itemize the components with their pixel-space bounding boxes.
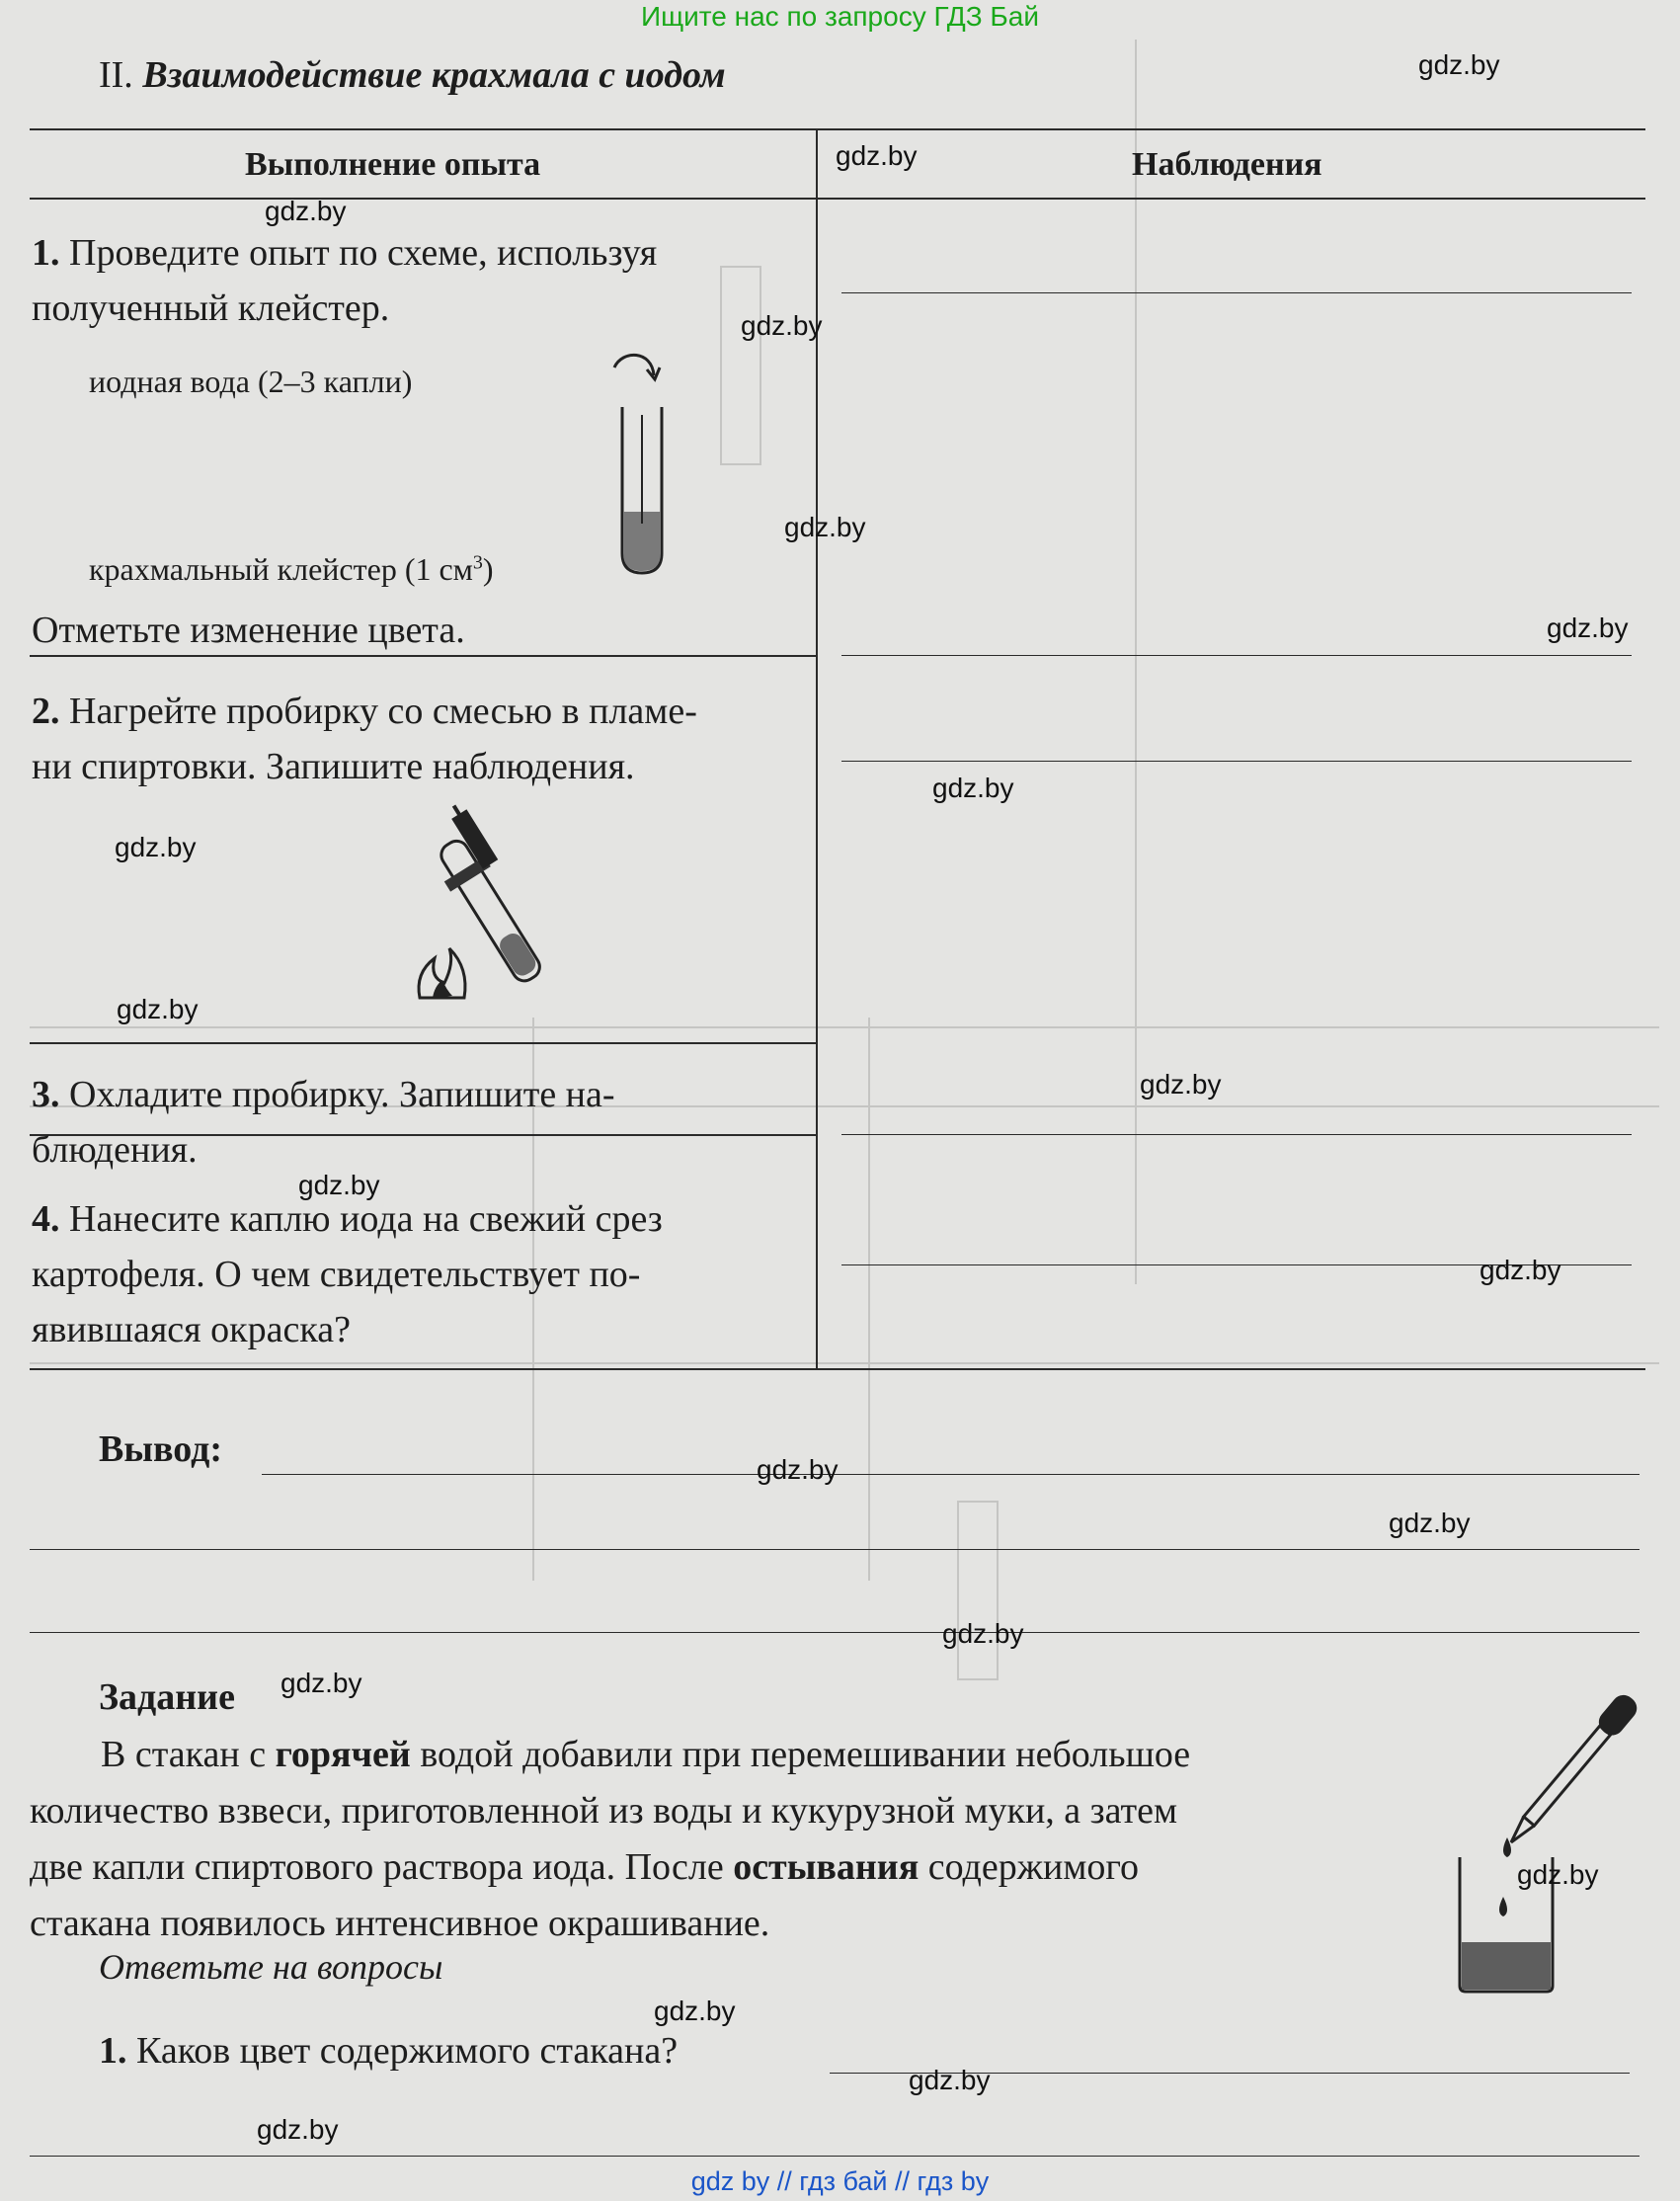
step-3-text: [32, 1067, 812, 1178]
row-border-2: [30, 1042, 816, 1044]
starch-paste-label-text: крахмальный клейстер (1 см: [89, 551, 473, 587]
task-emphasis: остывания: [733, 1846, 920, 1888]
observation-line[interactable]: [841, 655, 1632, 656]
top-banner[interactable]: Ищите нас по запросу ГДЗ Бай: [640, 1, 1040, 32]
observation-line[interactable]: [841, 1134, 1632, 1135]
watermark: gdz.by: [1517, 1859, 1599, 1890]
starch-paste-label-sup: 3: [472, 551, 483, 574]
answer-line[interactable]: [30, 2156, 1640, 2157]
step-4-line-1: Нанесите каплю иода на свежий срез: [69, 1198, 663, 1240]
task-text: две капли спиртового раствора иода. После: [30, 1846, 734, 1888]
step-1-line-2: полученный клейстер.: [32, 287, 390, 329]
question-number: 1.: [99, 2030, 127, 2072]
section-heading: [99, 43, 726, 107]
watermark: gdz.by: [117, 994, 199, 1024]
watermark: gdz.by: [741, 310, 823, 341]
task-text: водой добавили при перемешивании небольшое: [410, 1734, 1191, 1775]
question-text: Каков цвет содержимого стакана?: [136, 2030, 679, 2072]
watermark: gdz.by: [265, 196, 347, 226]
step-4-line-2: картофеля. О чем свидетельствует по-: [32, 1254, 641, 1295]
test-tube-iodine-icon: [593, 346, 681, 583]
step-2-line-2: ни спиртовки. Запишите наблюдения.: [32, 746, 635, 787]
conclusion-line[interactable]: [30, 1632, 1640, 1633]
task-line-2: количество взвеси, приготовленной из воды и кукурузной муки, а затем: [30, 1790, 1178, 1832]
watermark: gdz.by: [298, 1170, 380, 1200]
step-2-line-1: Нагрейте пробирку со смесью в пламе-: [69, 691, 697, 732]
watermark: gdz.by: [1480, 1255, 1561, 1285]
watermark: gdz.by: [1389, 1508, 1471, 1538]
watermark: gdz.by: [942, 1618, 1024, 1649]
task-title: Задание: [99, 1676, 235, 1718]
task-text: В стакан с: [101, 1734, 276, 1775]
heating-tube-holder-icon: [395, 800, 593, 1018]
task-text: содержимого: [919, 1846, 1140, 1888]
step-1-text: [32, 225, 812, 336]
step-3-line-2: блюдения.: [32, 1129, 198, 1171]
watermark: gdz.by: [1547, 612, 1629, 643]
iodine-water-label: иодная вода (2–3 капли): [89, 364, 413, 399]
column-header-procedure: Выполнение опыта: [245, 146, 541, 183]
step-number: 1.: [32, 232, 60, 274]
section-title: Взаимодействие крахмала с иодом: [142, 54, 726, 96]
task-line-4: стакана появилось интенсивное окрашивание.: [30, 1903, 770, 1944]
beaker-dropper-icon: [1442, 1670, 1659, 2005]
starch-paste-label-end: ): [482, 551, 494, 587]
task-line-1: [30, 1727, 1412, 1783]
watermark: gdz.by: [257, 2114, 339, 2145]
step-4-line-3: явившаяся окраска?: [32, 1309, 351, 1350]
watermark: gdz.by: [932, 773, 1014, 803]
conclusion-line[interactable]: [30, 1549, 1640, 1550]
watermark: gdz.by: [784, 512, 866, 542]
step-4-text: [32, 1191, 812, 1357]
table-bottom-border: [30, 1368, 1645, 1370]
column-header-observations: Наблюдения: [1132, 146, 1322, 183]
step-3-line-1: Охладите пробирку. Запишите на-: [69, 1074, 615, 1115]
task-emphasis: горячей: [275, 1734, 411, 1775]
observation-line[interactable]: [841, 292, 1632, 293]
step-number: 3.: [32, 1074, 60, 1115]
step-1-line-1: Проведите опыт по схеме, используя: [69, 232, 658, 274]
conclusion-label: Вывод:: [99, 1428, 223, 1470]
step-number: 4.: [32, 1198, 60, 1240]
starch-paste-label: [89, 551, 494, 588]
watermark: gdz.by: [115, 832, 197, 862]
watermark: gdz.by: [836, 140, 918, 171]
watermark: gdz.by: [1418, 49, 1500, 80]
bottom-banner[interactable]: gdz by // гдз бай // гдз by: [690, 2166, 990, 2196]
watermark: gdz.by: [1140, 1069, 1222, 1100]
note-color-change: Отметьте изменение цвета.: [32, 610, 465, 651]
question-1: [99, 2029, 678, 2073]
section-number: II.: [99, 54, 133, 96]
watermark: gdz.by: [654, 1996, 736, 2026]
watermark: gdz.by: [280, 1668, 362, 1698]
task-paragraph: [30, 1727, 1412, 1952]
task-line-3: [30, 1839, 1412, 1896]
answer-prompt: Ответьте на вопросы: [99, 1947, 443, 1987]
table-top-border: [30, 128, 1645, 130]
watermark: gdz.by: [757, 1454, 839, 1485]
step-number: 2.: [32, 691, 60, 732]
step-2-text: [32, 684, 812, 794]
watermark: gdz.by: [909, 2065, 991, 2095]
conclusion-line[interactable]: [262, 1474, 1640, 1475]
observation-line[interactable]: [841, 761, 1632, 762]
